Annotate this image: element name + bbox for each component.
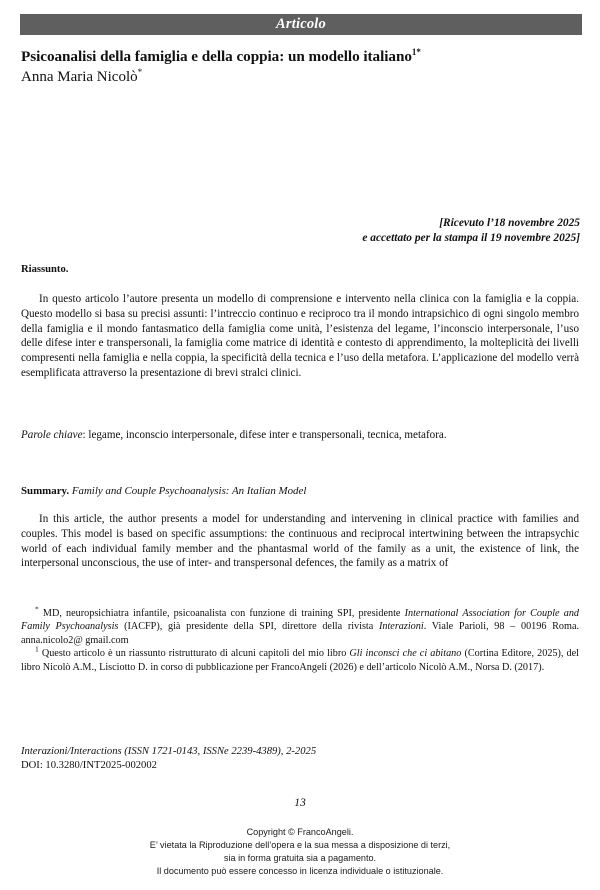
footnote-text-part3: . Viale Parioli, 98 – 00196 Roma. anna.nicolo2@ gmail.com <box>21 621 580 646</box>
journal-reference <box>21 745 579 773</box>
received-accepted-dates <box>160 216 580 246</box>
keywords-value-it: legame, inconscio interpersonale, difese inter e transpersonali, tecnica, metafora. <box>88 429 447 441</box>
article-author <box>21 68 581 87</box>
article-author-superscript: * <box>137 66 143 77</box>
footnote1-text-part1: Questo articolo è un riassunto ristrutturato di alcuni capitoli del mio libro <box>41 648 350 660</box>
copyright-line-2: E’ vietata la Riproduzione dell’opera e la sua messa a disposizione di terzi, <box>149 839 451 850</box>
footnotes-block <box>21 604 580 674</box>
date-received-line: [Ricevuto l’18 novembre 2025 <box>439 217 580 229</box>
summary-subtitle-en: Family and Couple Psychoanalysis: An Italian Model <box>71 485 307 497</box>
article-title-text: Psicoanalisi della famiglia e della coppia: un modello italiano <box>21 48 412 65</box>
summary-label-en: Summary. <box>21 485 70 497</box>
journal-issn-line: Interazioni/Interactions (ISSN 1721-0143, ISSNe 2239-4389), 2-2025 <box>21 746 317 757</box>
section-band <box>20 14 582 35</box>
section-band-label: Articolo <box>276 16 326 33</box>
page-number: 13 <box>294 796 306 809</box>
footnote1-text-part2: (Cortina Editore, 2025), del libro Nicolò A.M., Lisciotto D. in corso di pubblicazione per FrancoAngeli (2026) e dell’articolo Nicolò A.M., Norsa D. (2017). <box>21 648 579 673</box>
keywords-label-it: Parole chiave <box>21 429 83 441</box>
abstract-heading-it: Riassunto. <box>21 264 69 275</box>
footnote-text-part2: (IACFP), già presidente della SPI, direttore della rivista <box>118 621 379 633</box>
date-accepted-line: e accettato per la stampa il 19 novembre 2025] <box>362 232 580 245</box>
keywords-separator-it: : <box>82 429 89 441</box>
footnote-marker-asterisk: * <box>35 604 39 614</box>
keywords-it <box>21 428 579 443</box>
footnote-text-part1: MD, neuropsichiatra infantile, psicoanalista con funzione di training SPI, presidente <box>42 608 405 619</box>
summary-body-en: In this article, the author presents a model for understanding and intervening in clinical practice with families and couples. This model is based on specific assumptions: the continuous and reciprocal intertwining between the intrapsychic world of each individual family member and the phantasmal world of the family as a unit, the existence of link, the interpersonal unconscious, the use of inter- and transpersonal defences, the family as a matrix of <box>21 513 579 570</box>
journal-doi-line: DOI: 10.3280/INT2025-002002 <box>21 760 157 772</box>
footnote-author-affiliation <box>21 604 580 647</box>
abstract-body-it: In questo articolo l’autore presenta un modello di comprensione e intervento nella clinica con la famiglia e la coppia. Questo modello si basa su precisi assunti: l’intreccio continuo e reciproco tra il mondo intrapsichico di ogni singolo membro della famiglia e il mondo fantasmatico della famiglia come unità, l’esistenza del legame, l’inconscio interpersonale, l’uso delle difese inter e transpersonali, la famiglia come matrice di identità e contesto di apprendimento, la molteplicità dei livelli compresenti nella famiglia e nella coppia, la specificità della tecnica e l’uso della metafora. L’applicazione del modello verrà esemplificata attraverso la presentazione di brevi stralci clinici. <box>21 293 579 379</box>
article-title-superscript: 1* <box>411 46 421 57</box>
copyright-line-1: Copyright © FrancoAngeli. <box>246 827 354 837</box>
summary-heading-en <box>21 484 579 498</box>
title-block <box>21 48 581 86</box>
footnote-italic-journal: Interazioni <box>378 621 424 633</box>
copyright-line-4: Il documento può essere concesso in licenza individuale o istituzionale. <box>156 865 444 876</box>
footnote1-italic-book-title: Gli inconsci che ci abitano <box>349 648 462 660</box>
footnote-article-origin <box>21 644 579 674</box>
page-title <box>21 48 581 67</box>
footnote-italic-association: International Association for Couple and Family Psychoanalysis <box>21 608 580 633</box>
footnote-marker-one: 1 <box>35 644 39 654</box>
article-author-name: Anna Maria Nicolò <box>21 68 138 85</box>
copyright-line-3: sia in forma gratuita sia a pagamento. <box>223 852 377 863</box>
copyright-notice <box>0 826 600 878</box>
